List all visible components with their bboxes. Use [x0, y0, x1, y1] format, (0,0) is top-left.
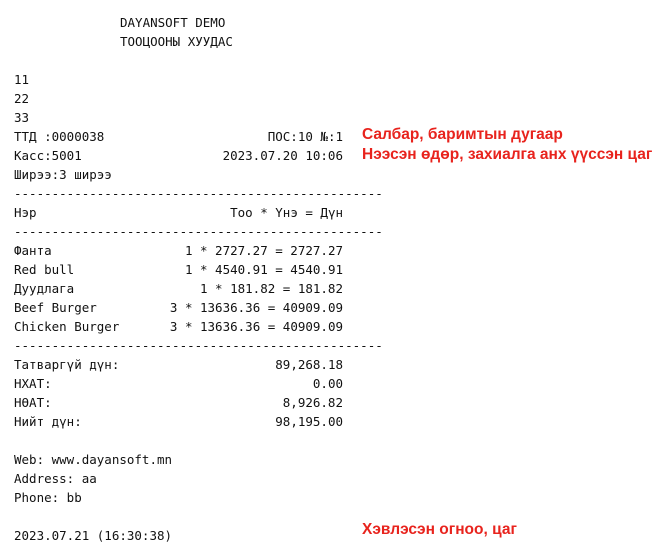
item-calc: 1 * 2727.27 = 2727.27: [184, 243, 343, 258]
item-calc: 3 * 13636.36 = 40909.09: [169, 319, 343, 334]
column-calc-header: Тоо * Үнэ = Дүн: [230, 205, 343, 220]
total-label: Нийт дүн:: [14, 414, 82, 429]
annotation-print-time: Хэвлэсэн огноо, цаг: [362, 521, 517, 538]
total-value: 8,926.82: [282, 395, 343, 410]
item-name: Дуудлага: [14, 281, 75, 296]
item-name: Beef Burger: [14, 300, 97, 315]
item-calc: 1 * 181.82 = 181.82: [200, 281, 343, 296]
column-name-header: Нэр: [14, 205, 37, 220]
separator: -------------------------------------------------: [14, 186, 383, 201]
item-name: Red bull: [14, 262, 75, 277]
annotation-order-time: Нээсэн өдөр, захиалга анх үүссэн цаг: [362, 146, 653, 163]
ttd-number: ТТД :0000038: [14, 129, 105, 144]
total-value: 0.00: [312, 376, 343, 391]
separator: -------------------------------------------------: [14, 224, 383, 239]
item-calc: 3 * 13636.36 = 40909.09: [169, 300, 343, 315]
company-name: DAYANSOFT DEMO: [120, 15, 226, 30]
contact-phone: Phone: bb: [14, 490, 82, 505]
annotation-branch: Салбар, баримтын дугаар: [362, 126, 563, 143]
total-label: Татваргүй дүн:: [14, 357, 120, 372]
info-line-3: 33: [14, 110, 30, 125]
info-line-2: 22: [14, 91, 30, 106]
item-name: Фанта: [14, 243, 52, 258]
contact-web: Web: www.dayansoft.mn: [14, 452, 173, 467]
tables: Ширээ:3 ширээ: [14, 167, 112, 182]
separator: -------------------------------------------------: [14, 338, 383, 353]
print-time: 2023.07.21 (16:30:38): [14, 528, 173, 543]
total-label: НХАТ:: [14, 376, 52, 391]
contact-address: Address: aa: [14, 471, 97, 486]
total-label: НӨАТ:: [14, 395, 52, 410]
total-value: 89,268.18: [275, 357, 343, 372]
item-calc: 1 * 4540.91 = 4540.91: [184, 262, 343, 277]
cashier: Касс:5001: [14, 148, 82, 163]
pos-number: ПОС:10 №:1: [267, 129, 343, 144]
item-name: Chicken Burger: [14, 319, 120, 334]
total-value: 98,195.00: [275, 414, 343, 429]
document-title: ТООЦООНЫ ХУУДАС: [120, 34, 233, 49]
info-line-1: 11: [14, 72, 30, 87]
open-datetime: 2023.07.20 10:06: [222, 148, 343, 163]
